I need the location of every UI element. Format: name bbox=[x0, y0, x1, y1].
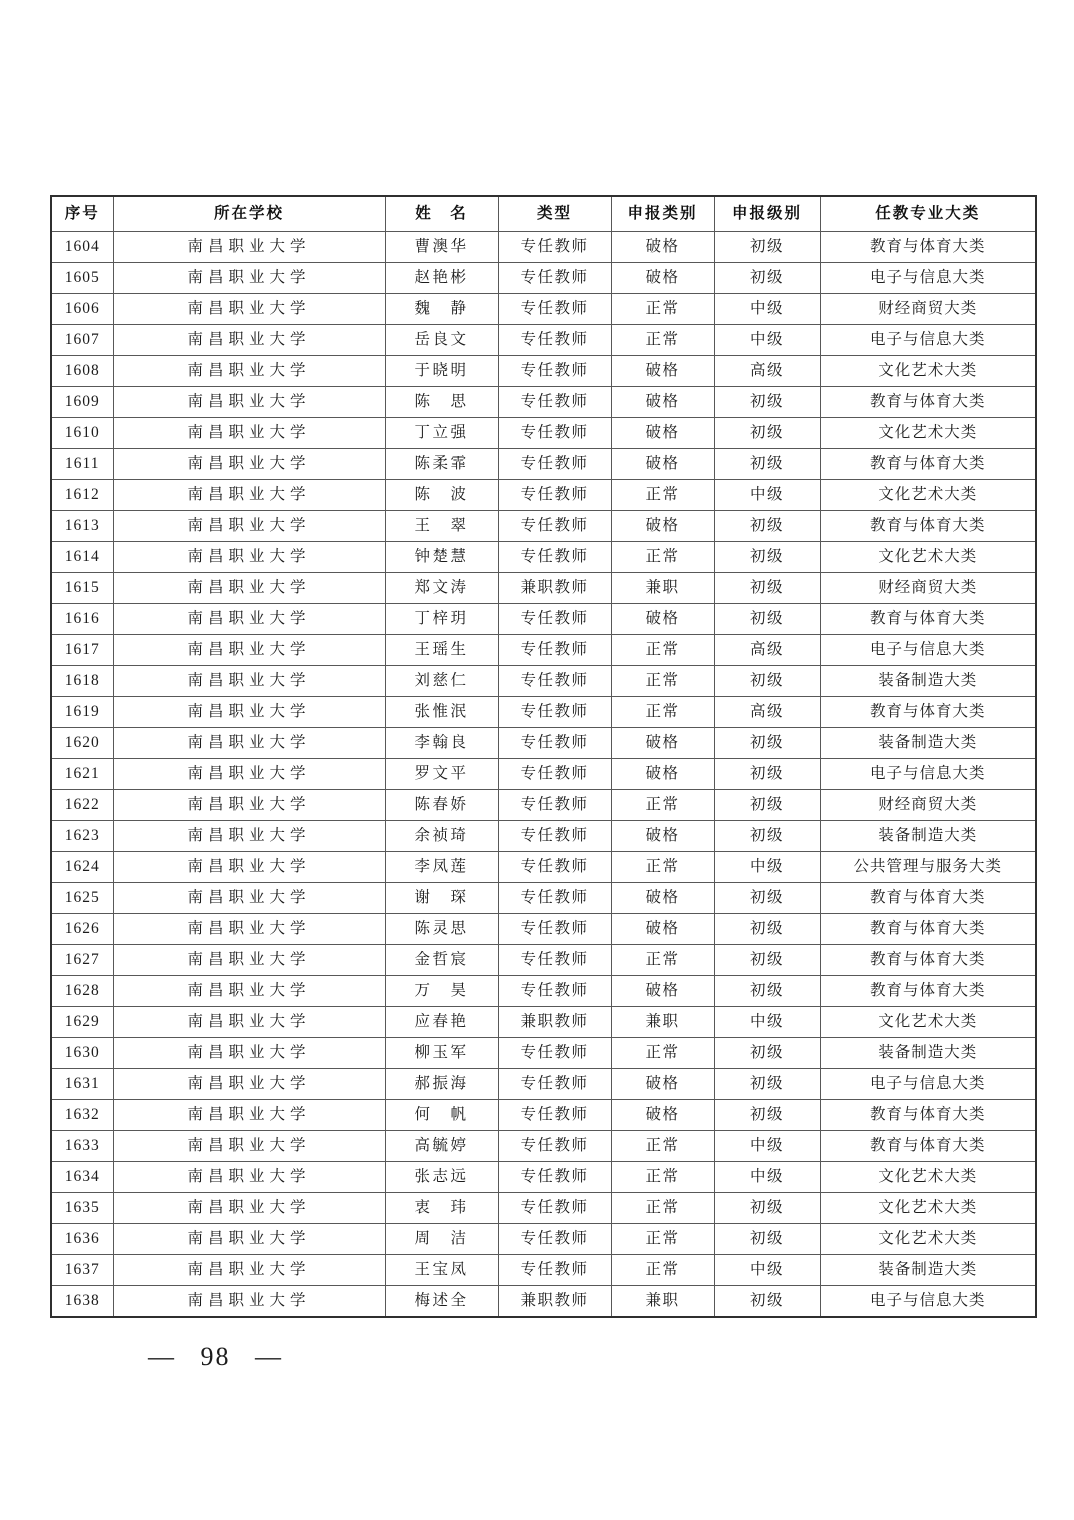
table-cell: 1633 bbox=[51, 1131, 113, 1162]
table-cell: 破格 bbox=[611, 449, 714, 480]
table-cell: 正常 bbox=[611, 1255, 714, 1286]
table-cell: 电子与信息大类 bbox=[820, 1069, 1036, 1100]
table-row bbox=[51, 1038, 1036, 1069]
table-cell: 正常 bbox=[611, 697, 714, 728]
table-cell: 教育与体育大类 bbox=[820, 883, 1036, 914]
table-cell: 专任教师 bbox=[498, 1069, 611, 1100]
table-cell: 教育与体育大类 bbox=[820, 1131, 1036, 1162]
table-cell: 王宝凤 bbox=[385, 1255, 498, 1286]
table-cell: 南昌职业大学 bbox=[113, 821, 385, 852]
table-body bbox=[51, 232, 1036, 1318]
table-cell: 1628 bbox=[51, 976, 113, 1007]
table-cell: 教育与体育大类 bbox=[820, 232, 1036, 263]
table-cell: 南昌职业大学 bbox=[113, 790, 385, 821]
table-cell: 公共管理与服务大类 bbox=[820, 852, 1036, 883]
table-cell: 中级 bbox=[714, 1255, 820, 1286]
table-cell: 破格 bbox=[611, 976, 714, 1007]
table-cell: 南昌职业大学 bbox=[113, 604, 385, 635]
table-cell: 南昌职业大学 bbox=[113, 914, 385, 945]
table-cell: 南昌职业大学 bbox=[113, 263, 385, 294]
table-cell: 南昌职业大学 bbox=[113, 852, 385, 883]
table-cell: 南昌职业大学 bbox=[113, 325, 385, 356]
table-cell: 1609 bbox=[51, 387, 113, 418]
table-cell: 正常 bbox=[611, 790, 714, 821]
table-cell: 高级 bbox=[714, 697, 820, 728]
table-cell: 南昌职业大学 bbox=[113, 1038, 385, 1069]
table-cell: 郝振海 bbox=[385, 1069, 498, 1100]
table-cell: 文化艺术大类 bbox=[820, 1224, 1036, 1255]
table-row bbox=[51, 728, 1036, 759]
table-cell: 兼职 bbox=[611, 573, 714, 604]
table-cell: 专任教师 bbox=[498, 790, 611, 821]
table-cell: 正常 bbox=[611, 294, 714, 325]
table-row bbox=[51, 418, 1036, 449]
table-cell: 李凤莲 bbox=[385, 852, 498, 883]
table-row bbox=[51, 914, 1036, 945]
table-cell: 南昌职业大学 bbox=[113, 945, 385, 976]
table-cell: 1618 bbox=[51, 666, 113, 697]
table-cell: 破格 bbox=[611, 387, 714, 418]
table-cell: 专任教师 bbox=[498, 635, 611, 666]
table-cell: 专任教师 bbox=[498, 604, 611, 635]
table-cell: 1636 bbox=[51, 1224, 113, 1255]
table-cell: 教育与体育大类 bbox=[820, 511, 1036, 542]
table-cell: 应春艳 bbox=[385, 1007, 498, 1038]
table-cell: 正常 bbox=[611, 635, 714, 666]
table-cell: 专任教师 bbox=[498, 728, 611, 759]
table-row bbox=[51, 573, 1036, 604]
table-cell: 1632 bbox=[51, 1100, 113, 1131]
table-cell: 钟楚慧 bbox=[385, 542, 498, 573]
table-cell: 初级 bbox=[714, 1224, 820, 1255]
table-cell: 中级 bbox=[714, 480, 820, 511]
table-cell: 曹澳华 bbox=[385, 232, 498, 263]
table-cell: 装备制造大类 bbox=[820, 1255, 1036, 1286]
table-cell: 教育与体育大类 bbox=[820, 449, 1036, 480]
table-cell: 破格 bbox=[611, 263, 714, 294]
table-cell: 专任教师 bbox=[498, 232, 611, 263]
table-row bbox=[51, 852, 1036, 883]
table-cell: 专任教师 bbox=[498, 449, 611, 480]
table-cell: 1608 bbox=[51, 356, 113, 387]
table-cell: 初级 bbox=[714, 883, 820, 914]
table-cell: 1619 bbox=[51, 697, 113, 728]
table-cell: 教育与体育大类 bbox=[820, 945, 1036, 976]
table-cell: 初级 bbox=[714, 1193, 820, 1224]
table-cell: 1621 bbox=[51, 759, 113, 790]
table-row bbox=[51, 635, 1036, 666]
table-row bbox=[51, 511, 1036, 542]
table-cell: 1624 bbox=[51, 852, 113, 883]
table-cell: 破格 bbox=[611, 728, 714, 759]
table-cell: 教育与体育大类 bbox=[820, 387, 1036, 418]
table-cell: 南昌职业大学 bbox=[113, 294, 385, 325]
records-table bbox=[50, 195, 1037, 1318]
table-cell: 1612 bbox=[51, 480, 113, 511]
table-row bbox=[51, 604, 1036, 635]
table-cell: 专任教师 bbox=[498, 1193, 611, 1224]
table-row bbox=[51, 790, 1036, 821]
table-cell: 万 昊 bbox=[385, 976, 498, 1007]
table-cell: 1625 bbox=[51, 883, 113, 914]
table-cell: 张志远 bbox=[385, 1162, 498, 1193]
table-cell: 专任教师 bbox=[498, 1100, 611, 1131]
table-cell: 专任教师 bbox=[498, 480, 611, 511]
table-cell: 陈灵思 bbox=[385, 914, 498, 945]
table-row bbox=[51, 325, 1036, 356]
table-row bbox=[51, 480, 1036, 511]
table-cell: 初级 bbox=[714, 821, 820, 852]
table-cell: 专任教师 bbox=[498, 1038, 611, 1069]
table-cell: 专任教师 bbox=[498, 1162, 611, 1193]
table-row bbox=[51, 1131, 1036, 1162]
table-cell: 文化艺术大类 bbox=[820, 1007, 1036, 1038]
table-cell: 专任教师 bbox=[498, 263, 611, 294]
table-cell: 1638 bbox=[51, 1286, 113, 1318]
table-cell: 财经商贸大类 bbox=[820, 294, 1036, 325]
table-cell: 破格 bbox=[611, 1069, 714, 1100]
table-cell: 兼职 bbox=[611, 1286, 714, 1318]
table-row bbox=[51, 1193, 1036, 1224]
table-cell: 初级 bbox=[714, 1286, 820, 1318]
table-cell: 梅述全 bbox=[385, 1286, 498, 1318]
table-cell: 专任教师 bbox=[498, 914, 611, 945]
table-row bbox=[51, 945, 1036, 976]
table-cell: 专任教师 bbox=[498, 945, 611, 976]
table-cell: 1606 bbox=[51, 294, 113, 325]
table-cell: 初级 bbox=[714, 914, 820, 945]
table-cell: 文化艺术大类 bbox=[820, 418, 1036, 449]
table-row bbox=[51, 542, 1036, 573]
table-cell: 电子与信息大类 bbox=[820, 1286, 1036, 1318]
header-cell: 申报级别 bbox=[714, 196, 820, 232]
table-row bbox=[51, 759, 1036, 790]
table-cell: 南昌职业大学 bbox=[113, 728, 385, 759]
table-row bbox=[51, 1007, 1036, 1038]
table-cell: 南昌职业大学 bbox=[113, 1162, 385, 1193]
table-cell: 1610 bbox=[51, 418, 113, 449]
table-cell: 破格 bbox=[611, 914, 714, 945]
table-cell: 破格 bbox=[611, 232, 714, 263]
table-cell: 陈 波 bbox=[385, 480, 498, 511]
table-row bbox=[51, 356, 1036, 387]
table-cell: 1631 bbox=[51, 1069, 113, 1100]
table-cell: 正常 bbox=[611, 1131, 714, 1162]
table-cell: 李翰良 bbox=[385, 728, 498, 759]
table-cell: 兼职 bbox=[611, 1007, 714, 1038]
teacher-list-table-container bbox=[50, 195, 1035, 1318]
header-row bbox=[51, 196, 1036, 232]
table-cell: 装备制造大类 bbox=[820, 821, 1036, 852]
table-cell: 破格 bbox=[611, 1100, 714, 1131]
table-cell: 教育与体育大类 bbox=[820, 976, 1036, 1007]
table-cell: 正常 bbox=[611, 1162, 714, 1193]
table-cell: 1622 bbox=[51, 790, 113, 821]
table-cell: 1604 bbox=[51, 232, 113, 263]
table-cell: 1627 bbox=[51, 945, 113, 976]
table-cell: 南昌职业大学 bbox=[113, 449, 385, 480]
table-cell: 南昌职业大学 bbox=[113, 697, 385, 728]
table-cell: 正常 bbox=[611, 542, 714, 573]
table-cell: 南昌职业大学 bbox=[113, 387, 385, 418]
table-cell: 初级 bbox=[714, 759, 820, 790]
table-cell: 南昌职业大学 bbox=[113, 573, 385, 604]
table-cell: 专任教师 bbox=[498, 418, 611, 449]
table-cell: 专任教师 bbox=[498, 1224, 611, 1255]
table-cell: 教育与体育大类 bbox=[820, 604, 1036, 635]
table-cell: 1630 bbox=[51, 1038, 113, 1069]
table-cell: 1626 bbox=[51, 914, 113, 945]
table-cell: 南昌职业大学 bbox=[113, 542, 385, 573]
table-cell: 初级 bbox=[714, 542, 820, 573]
table-cell: 专任教师 bbox=[498, 1255, 611, 1286]
table-cell: 文化艺术大类 bbox=[820, 480, 1036, 511]
table-cell: 1635 bbox=[51, 1193, 113, 1224]
table-row bbox=[51, 976, 1036, 1007]
table-cell: 破格 bbox=[611, 821, 714, 852]
table-cell: 南昌职业大学 bbox=[113, 1007, 385, 1038]
table-cell: 专任教师 bbox=[498, 883, 611, 914]
table-cell: 南昌职业大学 bbox=[113, 1286, 385, 1318]
table-cell: 财经商贸大类 bbox=[820, 573, 1036, 604]
table-cell: 罗文平 bbox=[385, 759, 498, 790]
table-cell: 破格 bbox=[611, 883, 714, 914]
table-cell: 初级 bbox=[714, 449, 820, 480]
table-cell: 专任教师 bbox=[498, 325, 611, 356]
table-cell: 文化艺术大类 bbox=[820, 1193, 1036, 1224]
table-cell: 初级 bbox=[714, 790, 820, 821]
table-cell: 文化艺术大类 bbox=[820, 356, 1036, 387]
table-cell: 南昌职业大学 bbox=[113, 635, 385, 666]
table-cell: 初级 bbox=[714, 1038, 820, 1069]
table-row bbox=[51, 883, 1036, 914]
table-cell: 1623 bbox=[51, 821, 113, 852]
table-cell: 南昌职业大学 bbox=[113, 759, 385, 790]
table-cell: 南昌职业大学 bbox=[113, 480, 385, 511]
table-cell: 文化艺术大类 bbox=[820, 542, 1036, 573]
table-cell: 高毓婷 bbox=[385, 1131, 498, 1162]
table-cell: 中级 bbox=[714, 325, 820, 356]
table-cell: 南昌职业大学 bbox=[113, 883, 385, 914]
table-row bbox=[51, 1224, 1036, 1255]
table-cell: 张惟泯 bbox=[385, 697, 498, 728]
table-cell: 初级 bbox=[714, 1069, 820, 1100]
table-row bbox=[51, 232, 1036, 263]
table-cell: 中级 bbox=[714, 1162, 820, 1193]
table-cell: 柳玉军 bbox=[385, 1038, 498, 1069]
page-number: — 98 — bbox=[148, 1342, 283, 1371]
table-cell: 谢 琛 bbox=[385, 883, 498, 914]
table-cell: 魏 静 bbox=[385, 294, 498, 325]
table-cell: 初级 bbox=[714, 263, 820, 294]
table-cell: 专任教师 bbox=[498, 821, 611, 852]
table-cell: 南昌职业大学 bbox=[113, 511, 385, 542]
table-cell: 电子与信息大类 bbox=[820, 263, 1036, 294]
table-cell: 1634 bbox=[51, 1162, 113, 1193]
table-row bbox=[51, 1255, 1036, 1286]
table-cell: 专任教师 bbox=[498, 976, 611, 1007]
table-cell: 1637 bbox=[51, 1255, 113, 1286]
table-cell: 1629 bbox=[51, 1007, 113, 1038]
table-cell: 兼职教师 bbox=[498, 1286, 611, 1318]
table-cell: 丁梓玥 bbox=[385, 604, 498, 635]
table-cell: 财经商贸大类 bbox=[820, 790, 1036, 821]
table-cell: 电子与信息大类 bbox=[820, 635, 1036, 666]
table-cell: 专任教师 bbox=[498, 759, 611, 790]
table-header-row bbox=[51, 196, 1036, 232]
table-cell: 专任教师 bbox=[498, 666, 611, 697]
table-cell: 专任教师 bbox=[498, 356, 611, 387]
table-cell: 初级 bbox=[714, 511, 820, 542]
table-cell: 正常 bbox=[611, 945, 714, 976]
table-cell: 专任教师 bbox=[498, 1131, 611, 1162]
table-cell: 破格 bbox=[611, 511, 714, 542]
table-cell: 1620 bbox=[51, 728, 113, 759]
table-row bbox=[51, 1286, 1036, 1318]
table-row bbox=[51, 294, 1036, 325]
header-cell: 任教专业大类 bbox=[820, 196, 1036, 232]
table-cell: 陈 思 bbox=[385, 387, 498, 418]
table-cell: 装备制造大类 bbox=[820, 728, 1036, 759]
table-cell: 初级 bbox=[714, 945, 820, 976]
table-cell: 教育与体育大类 bbox=[820, 1100, 1036, 1131]
table-cell: 初级 bbox=[714, 604, 820, 635]
table-cell: 专任教师 bbox=[498, 294, 611, 325]
table-cell: 岳良文 bbox=[385, 325, 498, 356]
table-cell: 南昌职业大学 bbox=[113, 1069, 385, 1100]
table-cell: 破格 bbox=[611, 759, 714, 790]
table-cell: 教育与体育大类 bbox=[820, 914, 1036, 945]
table-cell: 装备制造大类 bbox=[820, 1038, 1036, 1069]
table-cell: 正常 bbox=[611, 480, 714, 511]
table-cell: 南昌职业大学 bbox=[113, 232, 385, 263]
table-cell: 正常 bbox=[611, 1224, 714, 1255]
table-cell: 初级 bbox=[714, 666, 820, 697]
table-cell: 正常 bbox=[611, 1193, 714, 1224]
table-cell: 高级 bbox=[714, 635, 820, 666]
table-cell: 1615 bbox=[51, 573, 113, 604]
table-cell: 王 翠 bbox=[385, 511, 498, 542]
table-cell: 中级 bbox=[714, 294, 820, 325]
header-cell: 所在学校 bbox=[113, 196, 385, 232]
table-cell: 南昌职业大学 bbox=[113, 1255, 385, 1286]
table-cell: 兼职教师 bbox=[498, 573, 611, 604]
table-row bbox=[51, 666, 1036, 697]
table-cell: 南昌职业大学 bbox=[113, 1100, 385, 1131]
table-cell: 装备制造大类 bbox=[820, 666, 1036, 697]
table-cell: 高级 bbox=[714, 356, 820, 387]
table-cell: 教育与体育大类 bbox=[820, 697, 1036, 728]
header-cell: 类型 bbox=[498, 196, 611, 232]
table-cell: 周 洁 bbox=[385, 1224, 498, 1255]
table-cell: 中级 bbox=[714, 1007, 820, 1038]
table-cell: 破格 bbox=[611, 356, 714, 387]
table-cell: 初级 bbox=[714, 976, 820, 1007]
table-cell: 专任教师 bbox=[498, 511, 611, 542]
table-cell: 初级 bbox=[714, 387, 820, 418]
table-cell: 中级 bbox=[714, 1131, 820, 1162]
table-row bbox=[51, 1069, 1036, 1100]
header-cell: 序号 bbox=[51, 196, 113, 232]
table-cell: 金哲宸 bbox=[385, 945, 498, 976]
table-cell: 专任教师 bbox=[498, 542, 611, 573]
table-cell: 1617 bbox=[51, 635, 113, 666]
table-row bbox=[51, 387, 1036, 418]
table-cell: 衷 玮 bbox=[385, 1193, 498, 1224]
table-cell: 1614 bbox=[51, 542, 113, 573]
table-cell: 破格 bbox=[611, 604, 714, 635]
header-cell: 姓 名 bbox=[385, 196, 498, 232]
table-cell: 余祯琦 bbox=[385, 821, 498, 852]
header-cell: 申报类别 bbox=[611, 196, 714, 232]
table-cell: 中级 bbox=[714, 852, 820, 883]
table-cell: 专任教师 bbox=[498, 697, 611, 728]
table-cell: 专任教师 bbox=[498, 852, 611, 883]
table-cell: 初级 bbox=[714, 1100, 820, 1131]
table-cell: 初级 bbox=[714, 573, 820, 604]
table-cell: 陈春娇 bbox=[385, 790, 498, 821]
table-cell: 南昌职业大学 bbox=[113, 976, 385, 1007]
table-row bbox=[51, 1100, 1036, 1131]
table-cell: 丁立强 bbox=[385, 418, 498, 449]
table-cell: 郑文涛 bbox=[385, 573, 498, 604]
table-row bbox=[51, 1162, 1036, 1193]
table-cell: 刘慈仁 bbox=[385, 666, 498, 697]
table-cell: 1616 bbox=[51, 604, 113, 635]
table-cell: 破格 bbox=[611, 418, 714, 449]
table-cell: 初级 bbox=[714, 418, 820, 449]
table-cell: 电子与信息大类 bbox=[820, 325, 1036, 356]
table-cell: 初级 bbox=[714, 232, 820, 263]
table-cell: 正常 bbox=[611, 666, 714, 697]
table-row bbox=[51, 449, 1036, 480]
table-row bbox=[51, 697, 1036, 728]
table-row bbox=[51, 263, 1036, 294]
table-cell: 南昌职业大学 bbox=[113, 1193, 385, 1224]
table-cell: 正常 bbox=[611, 852, 714, 883]
table-cell: 王瑶生 bbox=[385, 635, 498, 666]
table-cell: 赵艳彬 bbox=[385, 263, 498, 294]
table-cell: 正常 bbox=[611, 1038, 714, 1069]
table-cell: 1605 bbox=[51, 263, 113, 294]
table-cell: 兼职教师 bbox=[498, 1007, 611, 1038]
table-cell: 初级 bbox=[714, 728, 820, 759]
table-row bbox=[51, 821, 1036, 852]
table-cell: 何 帆 bbox=[385, 1100, 498, 1131]
table-cell: 于晓明 bbox=[385, 356, 498, 387]
table-cell: 文化艺术大类 bbox=[820, 1162, 1036, 1193]
table-cell: 南昌职业大学 bbox=[113, 418, 385, 449]
table-cell: 南昌职业大学 bbox=[113, 356, 385, 387]
table-cell: 1611 bbox=[51, 449, 113, 480]
table-cell: 南昌职业大学 bbox=[113, 1131, 385, 1162]
table-cell: 陈柔霏 bbox=[385, 449, 498, 480]
table-cell: 正常 bbox=[611, 325, 714, 356]
table-cell: 南昌职业大学 bbox=[113, 666, 385, 697]
table-cell: 专任教师 bbox=[498, 387, 611, 418]
table-cell: 1613 bbox=[51, 511, 113, 542]
table-cell: 电子与信息大类 bbox=[820, 759, 1036, 790]
table-cell: 1607 bbox=[51, 325, 113, 356]
table-cell: 南昌职业大学 bbox=[113, 1224, 385, 1255]
